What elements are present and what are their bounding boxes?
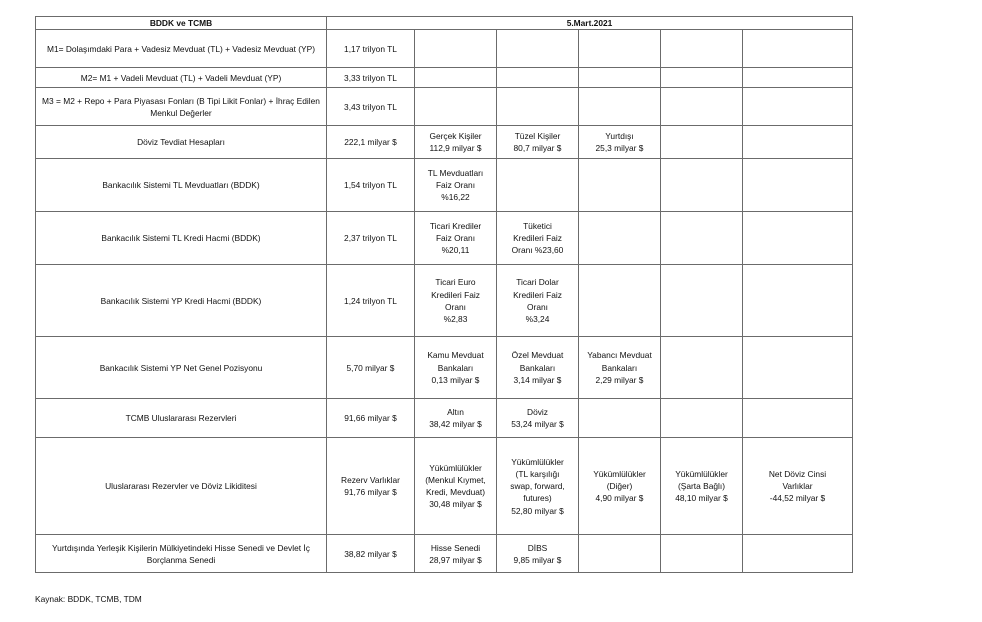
detail-cell	[497, 159, 579, 212]
detail-cell	[415, 438, 497, 535]
detail-cell	[743, 265, 853, 337]
header-date: 5.Mart.2021	[327, 17, 853, 30]
detail-cell	[743, 212, 853, 265]
detail-line: Yükümlülükler	[429, 462, 482, 473]
row-label: Bankacılık Sistemi YP Net Genel Pozisyonu	[36, 337, 327, 399]
detail-line: Ticari Euro	[435, 277, 476, 288]
detail-line: 2,29 milyar $	[595, 374, 644, 385]
row-total-value: 5,70 milyar $	[327, 337, 415, 399]
table-body	[36, 30, 853, 573]
detail-cell	[415, 265, 497, 337]
detail-cell	[661, 337, 743, 399]
detail-line: Kamu Mevduat	[427, 350, 484, 361]
detail-line: %16,22	[441, 192, 470, 203]
table-row	[36, 212, 853, 265]
row-label: Yurtdışında Yerleşik Kişilerin Mülkiyetindeki Hisse Senedi ve Devlet İç Borçlanma Senedi	[36, 535, 327, 573]
detail-line: 30,48 milyar $	[429, 499, 482, 510]
row-label: Bankacılık Sistemi TL Kredi Hacmi (BDDK)	[36, 212, 327, 265]
detail-line: Oranı	[527, 301, 548, 312]
detail-line: 53,24 milyar $	[511, 419, 564, 430]
detail-line: (Menkul Kıymet,	[425, 475, 486, 485]
detail-line: (Şarta Bağlı)	[677, 481, 725, 492]
detail-line: Ticari Krediler	[429, 220, 482, 231]
detail-cell	[415, 30, 497, 68]
source-note: Kaynak: BDDK, TCMB, TDM	[35, 594, 142, 604]
detail-cell	[497, 212, 579, 265]
detail-line: 112,9 milyar $	[429, 143, 482, 154]
table-row	[36, 265, 853, 337]
detail-line: 48,10 milyar $	[675, 493, 728, 504]
detail-line: TL Mevduatları	[427, 167, 484, 178]
row-total-value: 2,37 trilyon TL	[327, 212, 415, 265]
detail-line: Kredileri Faiz	[513, 289, 562, 300]
detail-line: 38,42 milyar $	[429, 419, 482, 430]
detail-cell	[743, 159, 853, 212]
detail-line: %2,83	[443, 313, 468, 324]
detail-line: Oranı %23,60	[511, 245, 564, 256]
row-total-value: 1,24 trilyon TL	[327, 265, 415, 337]
detail-cell	[497, 265, 579, 337]
table-row	[36, 126, 853, 159]
row-total-value: Rezerv Varlıklar 91,76 milyar $	[327, 438, 415, 535]
detail-cell	[743, 337, 853, 399]
detail-line: Gerçek Kişiler	[429, 131, 482, 141]
detail-line: Altın	[447, 407, 464, 417]
row-label: M3 = M2 + Repo + Para Piyasası Fonları (B Tipi Likit Fonlar) + İhraç Edilen Menkul Değerler	[36, 88, 327, 126]
detail-cell	[497, 399, 579, 438]
detail-line: Net Döviz Cinsi	[768, 468, 827, 479]
detail-line: Yabancı Mevduat	[587, 350, 652, 361]
detail-cell	[579, 212, 661, 265]
detail-line: Tüketici	[523, 220, 552, 231]
detail-cell	[579, 535, 661, 573]
table-row	[36, 68, 853, 88]
row-label: Bankacılık Sistemi YP Kredi Hacmi (BDDK)	[36, 265, 327, 337]
row-total-value: 38,82 milyar $	[327, 535, 415, 573]
detail-line: Varlıklar	[782, 481, 813, 492]
detail-cell	[497, 88, 579, 126]
detail-line: Bankaları	[601, 362, 638, 373]
table-row	[36, 337, 853, 399]
detail-line: %3,24	[525, 313, 550, 324]
row-label: M1= Dolaşımdaki Para + Vadesiz Mevduat (TL) + Vadesiz Mevduat (YP)	[36, 30, 327, 68]
detail-cell	[743, 438, 853, 535]
detail-line: (TL karşılığı	[515, 468, 560, 479]
detail-cell	[579, 337, 661, 399]
row-label: Bankacılık Sistemi TL Mevduatları (BDDK)	[36, 159, 327, 212]
detail-cell	[661, 30, 743, 68]
detail-cell	[661, 438, 743, 535]
detail-line: Bankaları	[519, 362, 556, 373]
table-row	[36, 88, 853, 126]
detail-cell	[415, 126, 497, 159]
detail-cell	[497, 438, 579, 535]
row-total-value: 3,43 trilyon TL	[327, 88, 415, 126]
detail-line: DİBS	[527, 542, 548, 553]
row-total-value: 1,17 trilyon TL	[327, 30, 415, 68]
detail-line: 9,85 milyar $	[513, 554, 562, 565]
detail-cell	[661, 88, 743, 126]
detail-line: Tüzel Kişiler	[514, 131, 561, 141]
detail-line: 25,3 milyar $	[595, 143, 644, 154]
detail-cell	[743, 68, 853, 88]
detail-cell	[661, 68, 743, 88]
detail-cell	[743, 88, 853, 126]
detail-line: -44,52 milyar $	[769, 493, 826, 504]
row-label: M2= M1 + Vadeli Mevduat (TL) + Vadeli Mevduat (YP)	[36, 68, 327, 88]
detail-line: 28,97 milyar $	[429, 554, 482, 565]
detail-line: Yurtdışı	[605, 131, 634, 141]
detail-cell	[415, 68, 497, 88]
detail-line: Oranı	[445, 301, 466, 312]
row-label: TCMB Uluslararası Rezervleri	[36, 399, 327, 438]
table-row	[36, 535, 853, 573]
detail-cell	[415, 535, 497, 573]
detail-line: 3,14 milyar $	[513, 374, 562, 385]
detail-line: Faiz Oranı	[435, 233, 476, 244]
detail-line: Hisse Senedi	[430, 542, 481, 553]
row-label: Uluslararası Rezervler ve Döviz Likiditesi	[36, 438, 327, 535]
detail-cell	[497, 337, 579, 399]
detail-cell	[579, 159, 661, 212]
detail-line: Özel Mevduat	[511, 350, 564, 361]
table-row	[36, 30, 853, 68]
detail-cell	[415, 88, 497, 126]
detail-cell	[497, 68, 579, 88]
detail-cell	[579, 399, 661, 438]
detail-line: Yükümlülükler	[511, 456, 564, 467]
table-header-row	[36, 17, 853, 30]
detail-line: 52,80 milyar $	[511, 505, 564, 516]
detail-cell	[661, 535, 743, 573]
row-total-value: 3,33 trilyon TL	[327, 68, 415, 88]
header-source-label: BDDK ve TCMB	[36, 17, 327, 30]
detail-cell	[743, 399, 853, 438]
table-row	[36, 399, 853, 438]
detail-cell	[579, 68, 661, 88]
detail-cell	[661, 212, 743, 265]
detail-cell	[661, 159, 743, 212]
detail-cell	[743, 30, 853, 68]
detail-line: Ticari Dolar	[516, 277, 559, 288]
detail-line: 0,13 milyar $	[431, 374, 480, 385]
detail-cell	[579, 88, 661, 126]
detail-cell	[579, 126, 661, 159]
summary-table	[35, 16, 853, 573]
detail-line: %20,11	[441, 245, 470, 256]
row-label: Döviz Tevdiat Hesapları	[36, 126, 327, 159]
table-row	[36, 159, 853, 212]
detail-cell	[661, 399, 743, 438]
detail-cell	[497, 30, 579, 68]
detail-line: swap, forward,	[510, 481, 565, 492]
detail-line: (Diğer)	[606, 481, 633, 492]
row-total-value: 91,66 milyar $	[327, 399, 415, 438]
detail-line: futures)	[523, 493, 552, 504]
detail-cell	[497, 535, 579, 573]
detail-line: Kredileri Faiz	[431, 289, 480, 300]
detail-line: Döviz	[527, 407, 548, 417]
detail-cell	[743, 126, 853, 159]
detail-cell	[415, 212, 497, 265]
detail-cell	[579, 30, 661, 68]
detail-cell	[415, 337, 497, 399]
detail-cell	[661, 265, 743, 337]
detail-cell	[415, 159, 497, 212]
detail-line: Yükümlülükler	[593, 468, 646, 479]
detail-cell	[415, 399, 497, 438]
detail-line: 4,90 milyar $	[595, 493, 644, 504]
data-sheet	[35, 16, 853, 573]
detail-line: Yükümlülükler	[675, 468, 728, 479]
detail-cell	[579, 265, 661, 337]
detail-line: Kredileri Faiz	[513, 233, 562, 244]
detail-cell	[743, 535, 853, 573]
detail-cell	[661, 126, 743, 159]
table-row	[36, 438, 853, 535]
detail-line: 80,7 milyar $	[513, 143, 562, 154]
row-total-value: 1,54 trilyon TL	[327, 159, 415, 212]
detail-cell	[579, 438, 661, 535]
detail-line: Bankaları	[437, 362, 474, 373]
detail-line: Kredi, Mevduat)	[425, 487, 486, 498]
detail-line: Faiz Oranı	[435, 180, 476, 191]
row-total-value: 222,1 milyar $	[327, 126, 415, 159]
detail-cell	[497, 126, 579, 159]
